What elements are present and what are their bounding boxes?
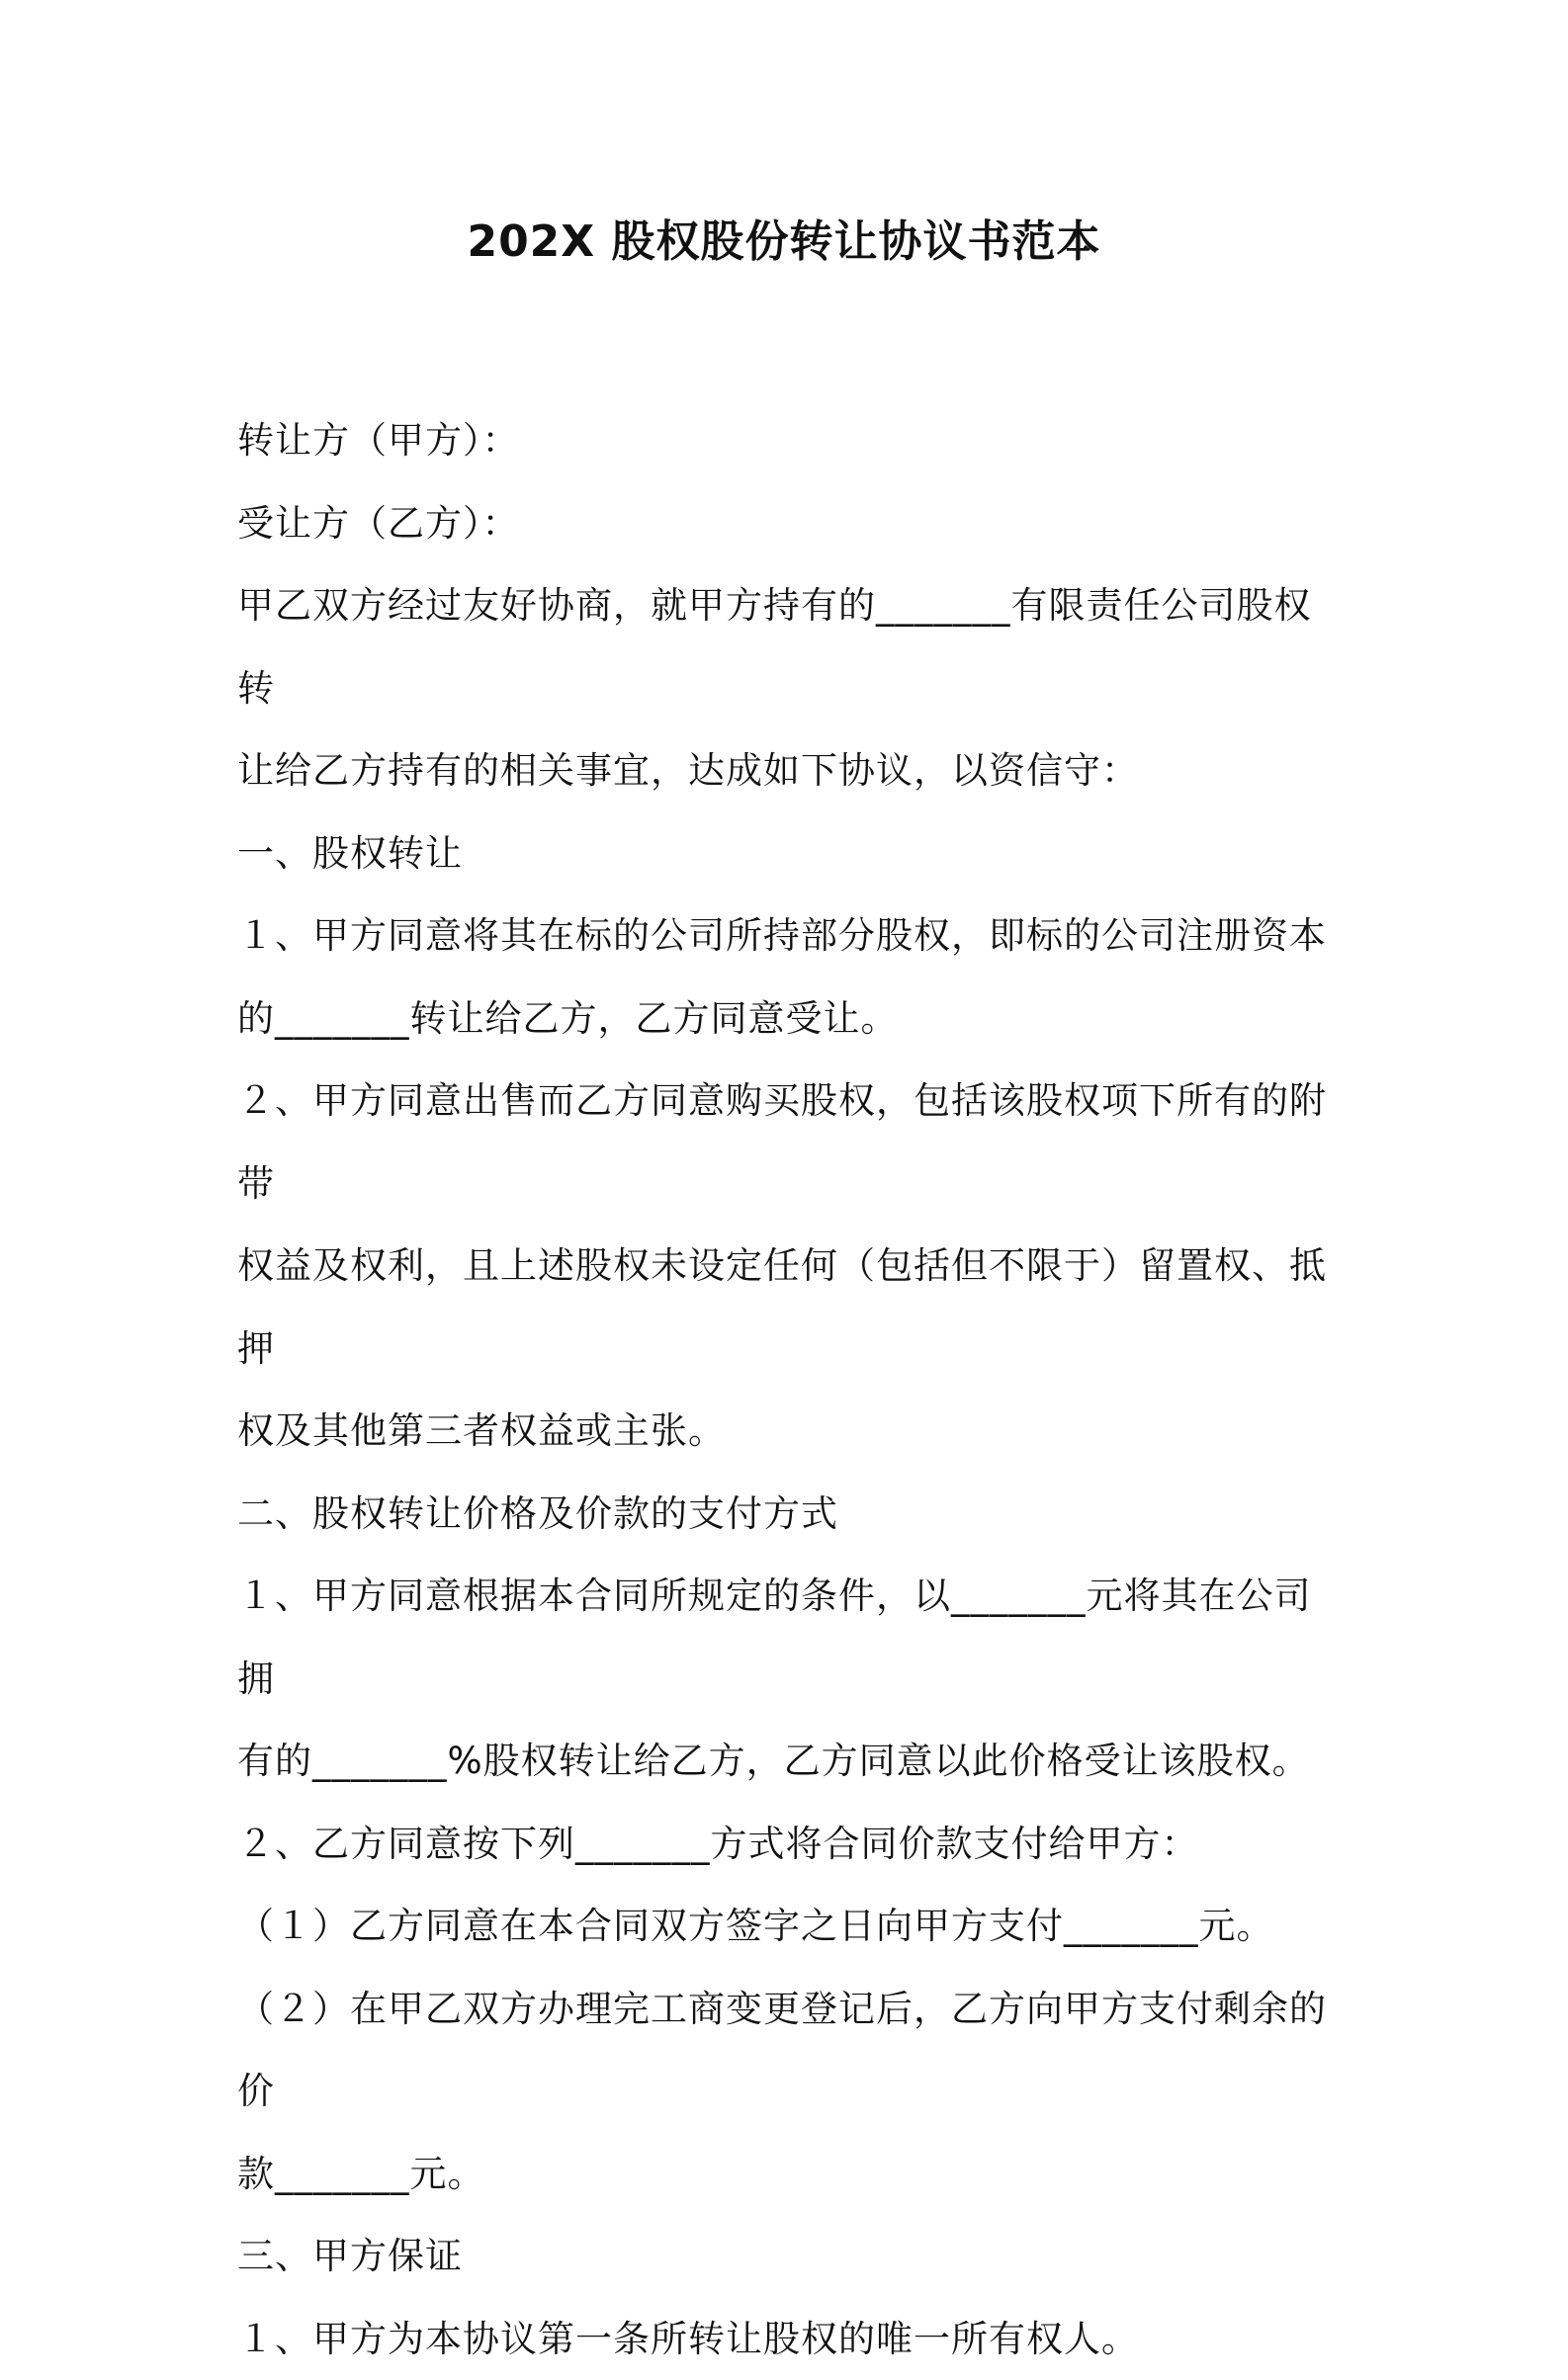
clause-1-2-line-1: ２、甲方同意出售而乙方同意购买股权，包括该股权项下所有的附带 (237, 1060, 1345, 1225)
document-title: 202X 股权股份转让协议书范本 (0, 212, 1568, 272)
intro-paragraph-line-2: 让给乙方持有的相关事宜，达成如下协议，以资信守： (237, 729, 1345, 812)
clause-2-2-item-2-line-1: （２）在甲乙双方办理完工商变更登记后，乙方向甲方支付剩余的价 (237, 1968, 1345, 2133)
clause-2-2-item-2-line-2: 款_______元。 (237, 2133, 1345, 2216)
clause-2-2-line-1: ２、乙方同意按下列_______方式将合同价款支付给甲方： (237, 1803, 1345, 1886)
clause-1-1-line-1: １、甲方同意将其在标的公司所持部分股权，即标的公司注册资本 (237, 894, 1345, 978)
section-heading-1: 一、股权转让 (237, 812, 1345, 895)
clause-1-2-line-2: 权益及权利，且上述股权未设定任何（包括但不限于）留置权、抵押 (237, 1225, 1345, 1390)
transferor-line: 转让方（甲方）： (237, 399, 1345, 482)
document-body (237, 399, 1345, 2380)
intro-paragraph-line-1: 甲乙双方经过友好协商，就甲方持有的_______有限责任公司股权转 (237, 564, 1345, 729)
section-heading-3: 三、甲方保证 (237, 2215, 1345, 2298)
section-heading-2: 二、股权转让价格及价款的支付方式 (237, 1473, 1345, 1556)
clause-2-2-item-1: （１）乙方同意在本合同双方签字之日向甲方支付_______元。 (237, 1885, 1345, 1968)
clause-1-1-line-2: 的_______转让给乙方，乙方同意受让。 (237, 978, 1345, 1061)
clause-3-1-line-1: １、甲方为本协议第一条所转让股权的唯一所有权人。 (237, 2298, 1345, 2380)
clause-2-1-line-2: 有的_______%股权转让给乙方，乙方同意以此价格受让该股权。 (237, 1720, 1345, 1803)
clause-1-2-line-3: 权及其他第三者权益或主张。 (237, 1390, 1345, 1473)
clause-2-1-line-1: １、甲方同意根据本合同所规定的条件，以_______元将其在公司拥 (237, 1555, 1345, 1720)
transferee-line: 受让方（乙方）： (237, 482, 1345, 565)
